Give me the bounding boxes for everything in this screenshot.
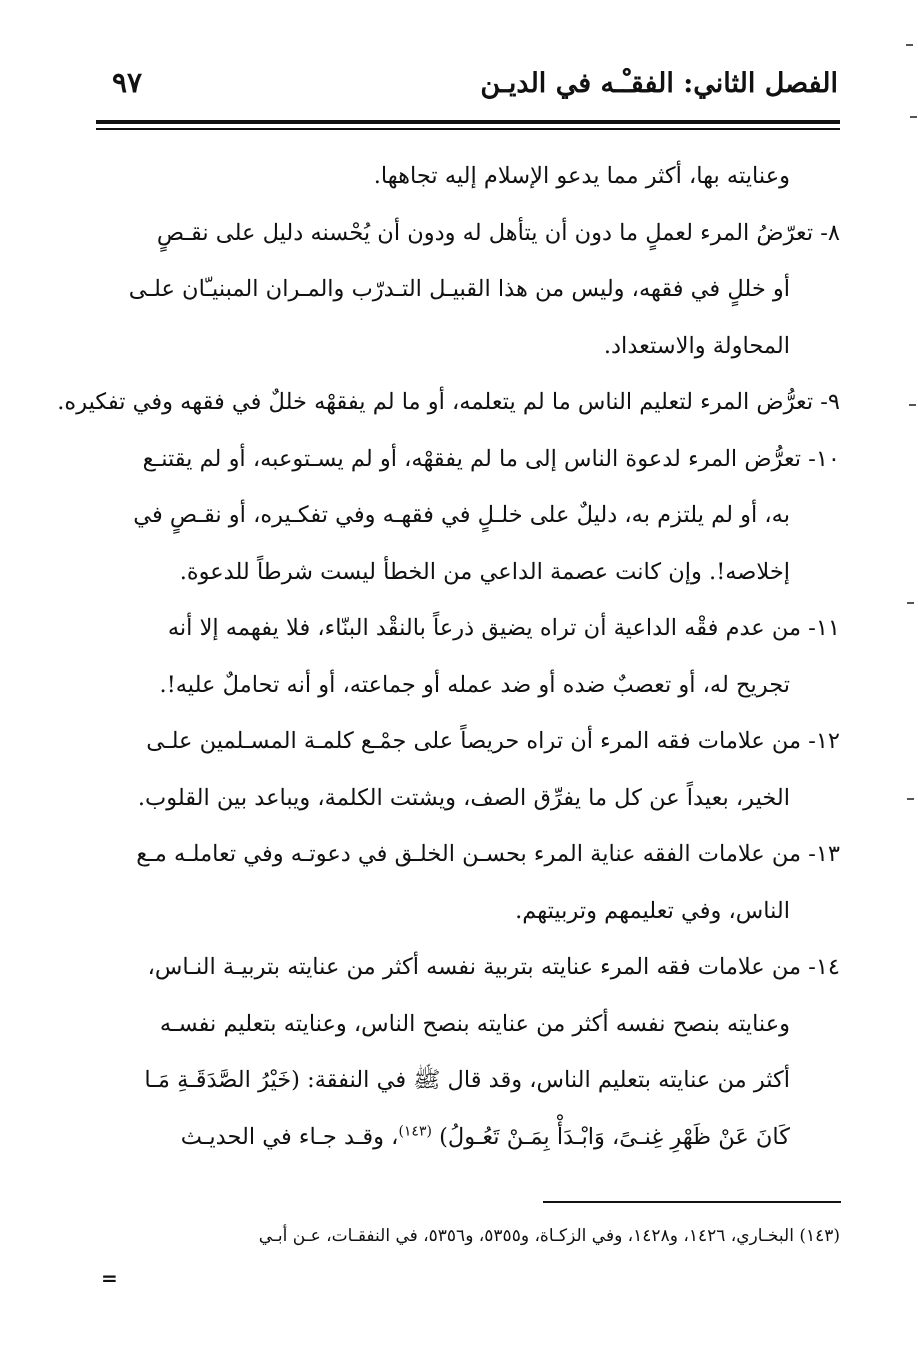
text-line: إخلاصه!. وإن كانت عصمة الداعي من الخطأ ليست شرطاً للدعوة. <box>179 558 790 585</box>
text-line: تجريح له، أو تعصبٌ ضده أو ضد عمله أو جماعته، أو أنه تحاملٌ عليه!. <box>159 671 790 698</box>
scan-mark <box>909 404 916 406</box>
text-line: ١٠- تعرُّض المرء لدعوة الناس إلى ما لم يفقهْه، أو لم يسـتوعبه، أو لم يقتنـع <box>142 445 840 472</box>
text-line: به، أو لم يلتزم به، دليلٌ على خلـلٍ في فقهـه وفي تفكـيره، أو نقـصٍ في <box>133 502 790 528</box>
text-line: المحاولة والاستعداد. <box>603 332 790 359</box>
chapter-title: الفصل الثاني: الفقـْـه في الديـن <box>480 68 838 99</box>
header-rule-thick <box>96 120 840 124</box>
header-rule-thin <box>96 128 840 130</box>
body-text <box>57 148 840 1165</box>
text-line: أو خللٍ في فقهه، وليس من هذا القبيـل التـدرّب والمـران المبنيـّان علـى <box>128 276 790 302</box>
footnote-continuation-mark: = <box>101 1266 118 1290</box>
footnote-separator <box>543 1201 841 1203</box>
text-line: ١٢- من علامات فقه المرء أن تراه حريصاً على جمْـع كلمـة المسـلمين علـى <box>146 728 840 754</box>
text-line: ٩- تعرُّض المرء لتعليم الناس ما لم يتعلمه، أو ما لم يفقهْه خللٌ في فقهه وفي تفكيره. <box>57 389 840 415</box>
text-line: ٨- تعرّضُ المرء لعملٍ ما دون أن يتأهل له ودون أن يُحْسنه دليل على نقـصٍ <box>156 219 840 246</box>
text-line: وعنايته بنصح نفسه أكثر من عنايته بنصح الناس، وعنايته بتعليم نفسـه <box>159 1010 790 1037</box>
text-line: ١١- من عدم فقْه الداعية أن تراه يضيق ذرعاً بالنقْد البنّاء، فلا يفهمه إلا أنه <box>167 615 840 641</box>
text-line: ١٣- من علامات الفقه عناية المرء بحسـن الخلـق في دعوتـه وفي تعاملـه مـع <box>136 841 840 867</box>
scan-mark <box>910 116 917 118</box>
hadith-text: كَانَ عَنْ ظَهْرِ غِنـىً، وَابْـدَأْ بِمَـنْ تَعُـولُ) <box>439 1123 790 1150</box>
text-line: أكثر من عنايته بتعليم الناس، وقد قال ﷺ في النفقة: (خَيْرُ الصَّدَقَـةِ مَـا <box>144 1067 790 1093</box>
page-number: ٩٧ <box>112 66 143 99</box>
scan-mark <box>906 44 913 46</box>
text-line-with-footnote <box>100 1109 840 1166</box>
footnote-text: (١٤٣) البخـاري، ١٤٢٦، و١٤٢٨، وفي الزكـاة، و٥٣٥٥، و٥٣٥٦، في النفقـات، عـن أبـي <box>258 1226 840 1246</box>
text-line: الخير، بعيداً عن كل ما يفرِّق الصف، ويشتت الكلمة، ويباعد بين القلوب. <box>137 784 790 811</box>
text-continuation: ، وقـد جـاء في الحديـث <box>180 1123 399 1150</box>
text-line: وعنايته بها، أكثر مما يدعو الإسلام إليه تجاهها. <box>373 163 790 189</box>
text-line: الناس، وفي تعليمهم وتربيتهم. <box>515 897 790 924</box>
footnote-reference[interactable]: (١٤٣) <box>398 1123 432 1139</box>
scan-mark <box>907 798 914 800</box>
scan-mark <box>907 602 914 604</box>
text-line: ١٤- من علامات فقه المرء عنايته بتربية نفسه أكثر من عنايته بتربيـة النـاس، <box>147 954 840 980</box>
